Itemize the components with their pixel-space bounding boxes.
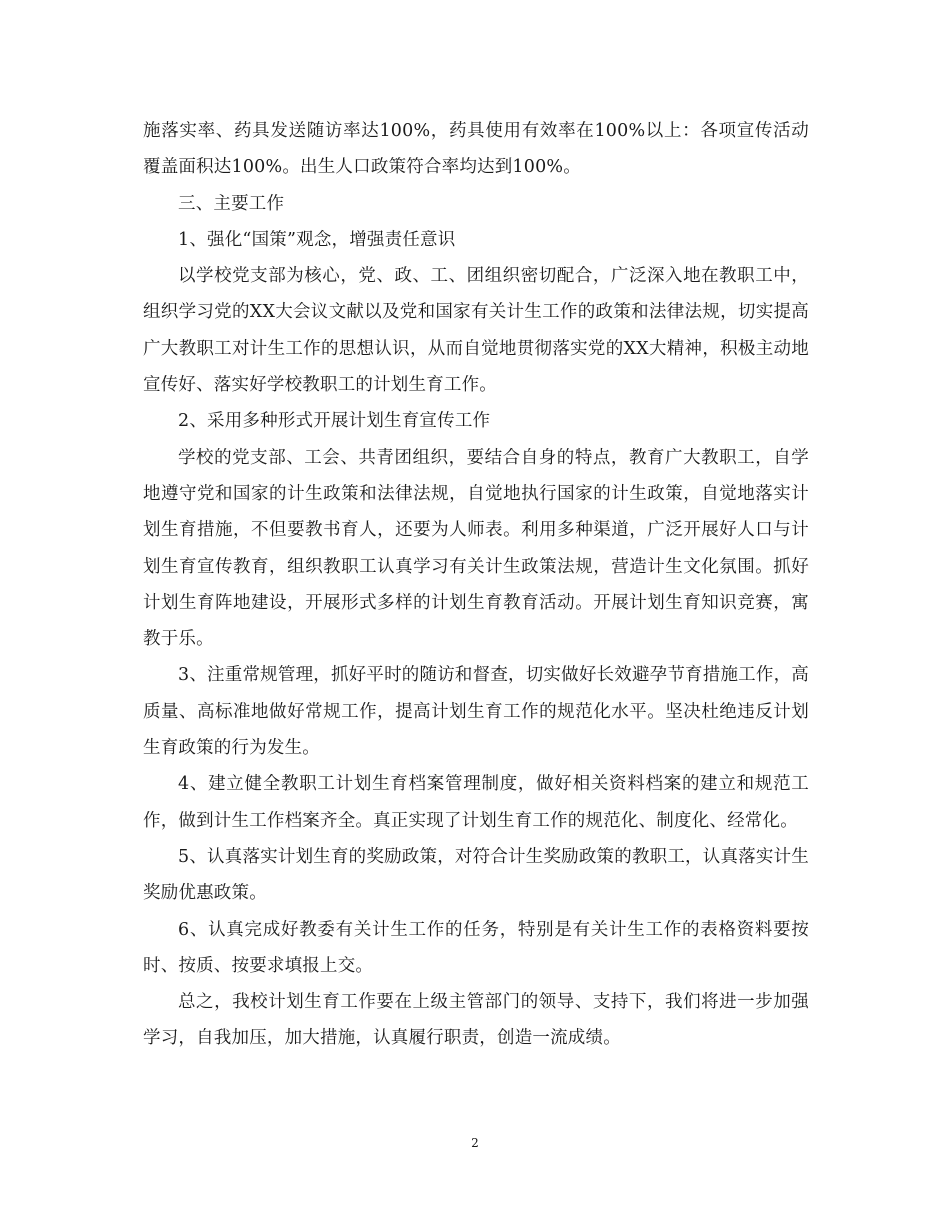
item-heading-1: 1、强化“国策”观念，增强责任意识: [178, 229, 456, 250]
item-heading-2: 2、采用多种形式开展计划生育宣传工作: [178, 411, 491, 432]
paragraph-continuation: 施落实率、药具发送随访率达100%，药具使用有效率在100%以上：各项宣传活动覆盖面积达100%。出生人口政策符合率均达到100%。: [143, 121, 809, 178]
paragraph-item-1-body: 以学校党支部为核心，党、政、工、团组织密切配合，广泛深入地在教职工中，组织学习党的XX大会议文献以及党和国家有关计生工作的政策和法律法规，切实提高广大教职工对计生工作的思想认识，从而自觉地贯彻落实党的XX大精神，积极主动地宣传好、落实好学校教职工的计划生育工作。: [143, 266, 809, 396]
page-number: 2: [471, 1136, 479, 1150]
paragraph-item-2-body: 学校的党支部、工会、共青团组织，要结合自身的特点，教育广大教职工，自学地遵守党和国家的计生政策和法律法规，自觉地执行国家的计生政策，自觉地落实计划生育措施，不但要教书育人，还要为人师表。利用多种渠道，广泛开展好人口与计划生育宣传教育，组织教职工认真学习有关计生政策法规，营造计生文化氛围。抓好计划生育阵地建设，开展形式多样的计划生育教育活动。开展计划生育知识竞赛，寓教于乐。: [143, 447, 809, 650]
section-heading-main-work: 三、主要工作: [178, 193, 285, 214]
paragraph-item-3: 3、注重常规管理，抓好平时的随访和督查，切实做好长效避孕节育措施工作，高质量、高标准地做好常规工作，提高计划生育工作的规范化水平。坚决杜绝违反计划生育政策的行为发生。: [143, 665, 809, 759]
paragraph-summary: 总之，我校计划生育工作要在上级主管部门的领导、支持下，我们将进一步加强学习，自我加压，加大措施，认真履行职责，创造一流成绩。: [143, 992, 809, 1049]
document-body: [143, 113, 809, 1057]
paragraph-item-6: 6、认真完成好教委有关计生工作的任务，特别是有关计生工作的表格资料要按时、按质、按要求填报上交。: [143, 919, 809, 976]
paragraph-item-4: 4、建立健全教职工计划生育档案管理制度，做好相关资料档案的建立和规范工作，做到计生工作档案齐全。真正实现了计划生育工作的规范化、制度化、经常化。: [143, 774, 809, 831]
paragraph-item-5: 5、认真落实计划生育的奖励政策，对符合计生奖励政策的教职工，认真落实计生奖励优惠政策。: [143, 846, 809, 904]
